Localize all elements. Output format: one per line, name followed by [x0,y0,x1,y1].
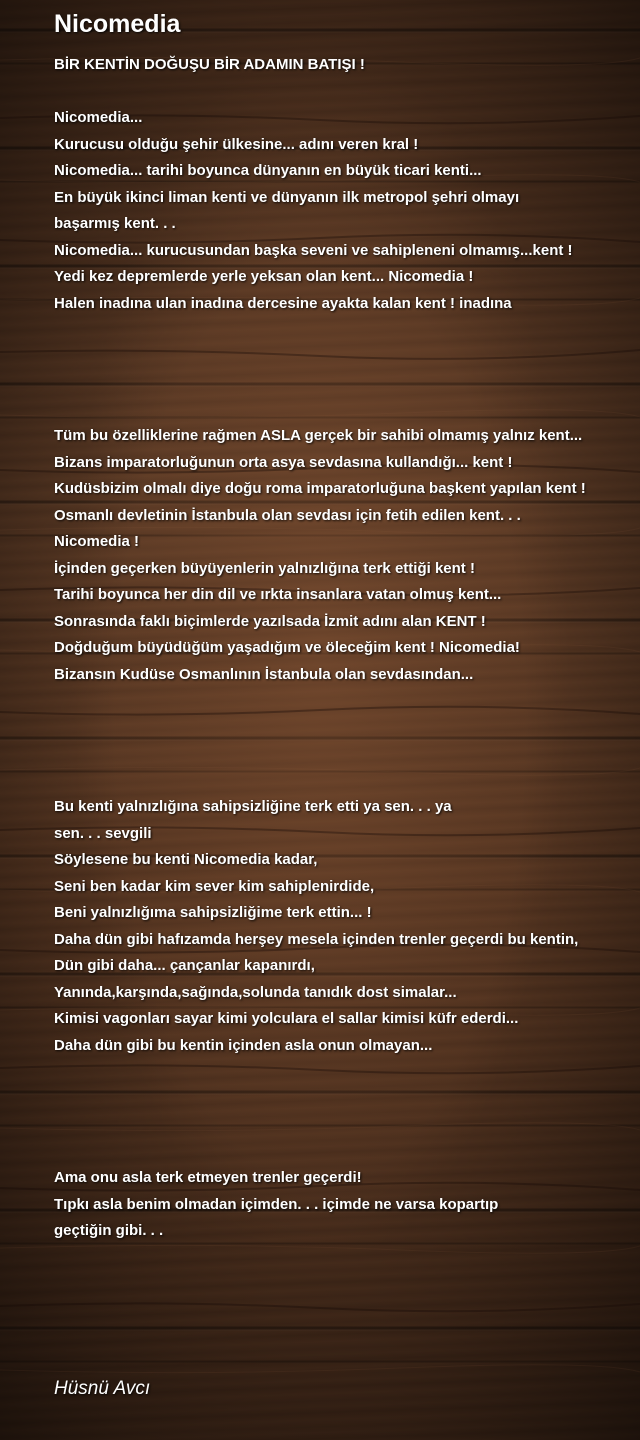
poem-line: Yanında,karşında,sağında,solunda tanıdık dost simalar... [54,983,457,1001]
poem-line: Nicomedia... [54,109,143,126]
poem-line: İçinden geçerken büyüyenlerin yalnızlığına terk ettiği kent ! [54,559,475,577]
poem-line: Kudüsbizim olmalı diye doğu roma imparatorluğuna başkent yapılan kent ! [54,480,586,497]
poem-line: Ama onu asla terk etmeyen trenler geçerdi! [54,1169,362,1186]
stanza [54,105,634,317]
poem-line: Dün gibi daha... çançanlar kapanırdı, [54,957,315,974]
poem-line: Osmanlı devletinin İstanbula olan sevdası için fetih edilen kent. . . [54,506,521,524]
poem-line: geçtiğin gibi. . . [54,1222,164,1239]
poem-line: Bizansın Kudüse Osmanlının İstanbula olan sevdasından... [54,665,474,683]
stanza [54,423,634,688]
poem-line: Tüm bu özelliklerine rağmen ASLA gerçek bir sahibi olmamış yalnız kent... [54,427,583,444]
poem-line: Halen inadına ulan inadına dercesine ayakta kalan kent ! inadına [54,294,512,312]
poem-line: Doğduğum büyüdüğüm yaşadığım ve öleceğim kent ! Nicomedia! [54,639,520,656]
poem-line: Seni ben kadar kim sever kim sahiplenirdide, [54,877,375,895]
poem-line: Söylesene bu kenti Nicomedia kadar, [54,851,318,868]
poem-line: başarmış kent. . . [54,215,176,232]
poem-line: Nicomedia... tarihi boyunca dünyanın en büyük ticari kenti... [54,162,482,179]
poem-subtitle: BİR KENTİN DOĞUŞU BİR ADAMIN BATIŞI ! [54,56,365,73]
stanza [54,794,634,1059]
poem-line: Sonrasında faklı biçimlerde yazılsada İzmit adını alan KENT ! [54,612,486,630]
poem-line: Nicomedia... kurucusundan başka seveni ve sahipleneni olmamış...kent ! [54,241,573,259]
poem-line: Kimisi vagonları sayar kimi yolculara el sallar kimisi küfr ederdi... [54,1010,519,1027]
poem-line: Tarihi boyunca her din dil ve ırkta insanlara vatan olmuş kent... [54,586,502,603]
poem-title: Nicomedia [54,10,181,38]
poem-body [54,52,634,1245]
poem-author: Hüsnü Avcı [54,1378,151,1399]
poem-line: sen. . . sevgili [54,824,152,842]
poem-line: Tıpkı asla benim olmadan içimden. . . içimde ne varsa kopartıp [54,1195,499,1213]
poem-line: Bizans imparatorluğunun orta asya sevdasına kullandığı... kent ! [54,453,513,471]
poem-line: Daha dün gibi bu kentin içinden asla onun olmayan... [54,1036,433,1054]
poem-line: Kurucusu olduğu şehir ülkesine... adını veren kral ! [54,135,419,153]
poem-line: Yedi kez depremlerde yerle yeksan olan kent... Nicomedia ! [54,268,474,285]
poem-line: Bu kenti yalnızlığına sahipsizliğine terk etti ya sen. . . ya [54,798,452,815]
poem-line: Daha dün gibi hafızamda herşey mesela içinden trenler geçerdi bu kentin, [54,930,579,948]
poem-line: Beni yalnızlığıma sahipsizliğime terk ettin... ! [54,904,372,921]
stanza [54,1165,634,1245]
poem-line: Nicomedia ! [54,533,140,550]
poem-line: En büyük ikinci liman kenti ve dünyanın ilk metropol şehri olmayı [54,188,520,206]
